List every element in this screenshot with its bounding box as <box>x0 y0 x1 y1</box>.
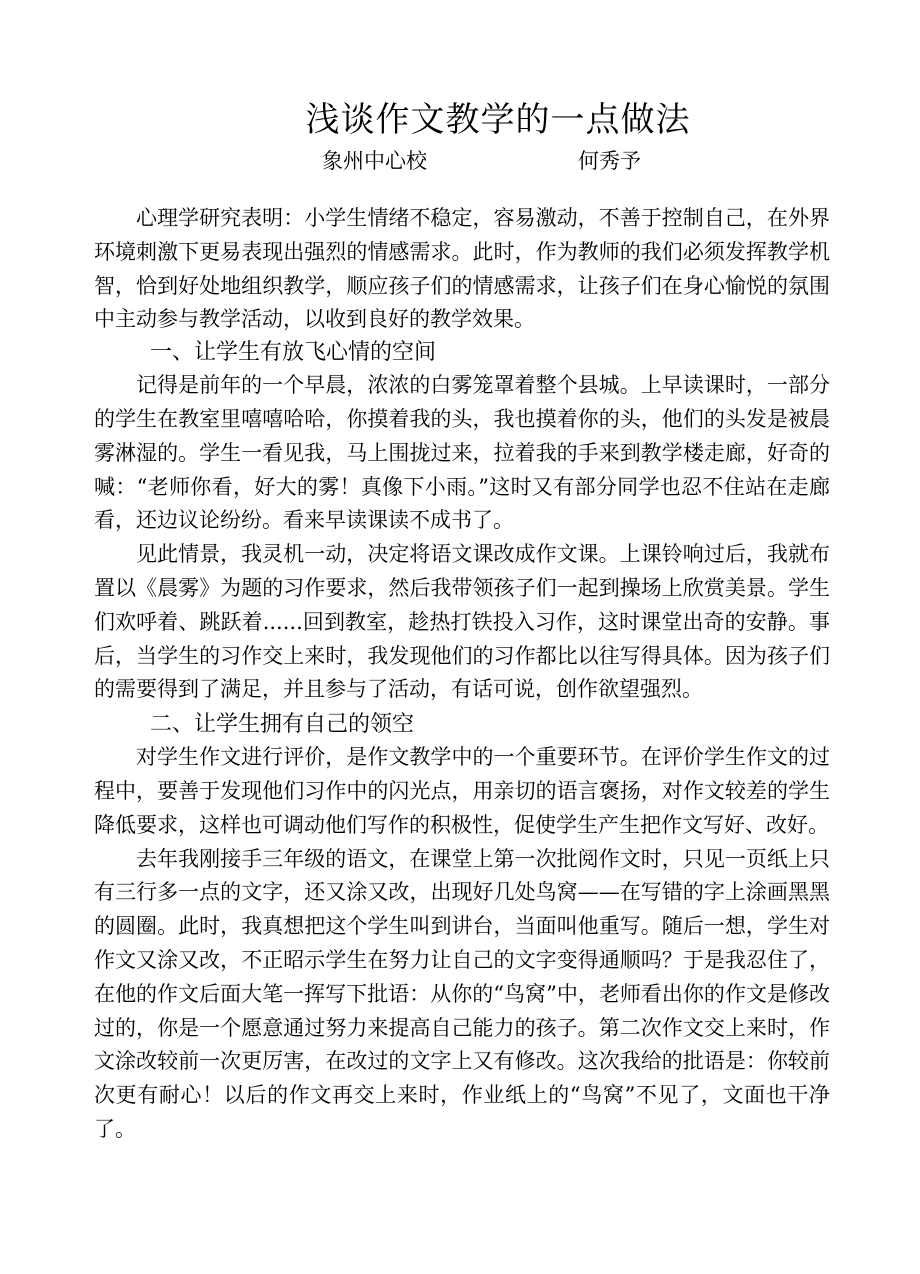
intro-paragraph: 心理学研究表明：小学生情绪不稳定，容易激动，不善于控制自己，在外界环境刺激下更易表现出强烈的情感需求。此时，作为教师的我们必须发挥教学机智，恰到好处地组织教学，顺应孩子们的情感需求，让孩子们在身心愉悦的氛围中主动参与教学活动，以收到良好的教学效果。 <box>94 206 830 332</box>
section-heading-2: 二、让学生拥有自己的领空 <box>150 712 415 738</box>
body-paragraph: 对学生作文进行评价，是作文教学中的一个重要环节。在评价学生作文的过程中，要善于发现他们习作中的闪光点，用亲切的语言褒扬，对作文较差的学生降低要求，这样也可调动他们写作的积极性，促使学生产生把作文写好、改好。 <box>94 745 830 837</box>
document-body <box>94 202 830 1147</box>
body-paragraph: 去年我刚接手三年级的语文，在课堂上第一次批阅作文时，只见一页纸上只有三行多一点的文字，还又涂又改，出现好几处鸟窝——在写错的字上涂画黑黑的圆圈。此时，我真想把这个学生叫到讲台，当面叫他重写。随后一想，学生对作文又涂又改，不正昭示学生在努力让自己的文字变得通顺吗？于是我忍住了，在他的作文后面大笔一挥写下批语：从你的“鸟窝”中，老师看出你的作文是修改过的，你是一个愿意通过努力来提高自己能力的孩子。第二次作文交上来时，作文涂改较前一次更厉害，在改过的文字上又有修改。这次我给的批语是：你较前次更有耐心！以后的作文再交上来时，作业纸上的“鸟窝”不见了，文面也干净了。 <box>94 846 830 1141</box>
school-name: 象州中心校 <box>322 149 427 173</box>
body-paragraph: 记得是前年的一个早晨，浓浓的白雾笼罩着整个县城。上早读课时，一部分的学生在教室里嘻嘻哈哈，你摸着我的头，我也摸着你的头，他们的头发是被晨雾淋湿的。学生一看见我，马上围拢过来，拉着我的手来到教学楼走廊，好奇的喊：“老师你看，好大的雾！真像下小雨。”这时又有部分同学也忍不住站在走廊看，还边议论纷纷。看来早读课读不成书了。 <box>94 373 830 533</box>
document-title: 浅谈作文教学的一点做法 <box>305 100 691 140</box>
author-name: 何秀予 <box>578 149 641 173</box>
section-heading-1: 一、让学生有放飞心情的空间 <box>150 340 437 366</box>
body-paragraph: 见此情景，我灵机一动，决定将语文课改成作文课。上课铃响过后，我就布置以《晨雾》为题的习作要求，然后我带领孩子们一起到操场上欣赏美景。学生们欢呼着、跳跃着......回到教室，趁热打铁投入习作，这时课堂出奇的安静。事后，当学生的习作交上来时，我发现他们的习作都比以往写得具体。因为孩子们的需要得到了满足，并且参与了活动，有话可说，创作欲望强烈。 <box>94 542 830 702</box>
